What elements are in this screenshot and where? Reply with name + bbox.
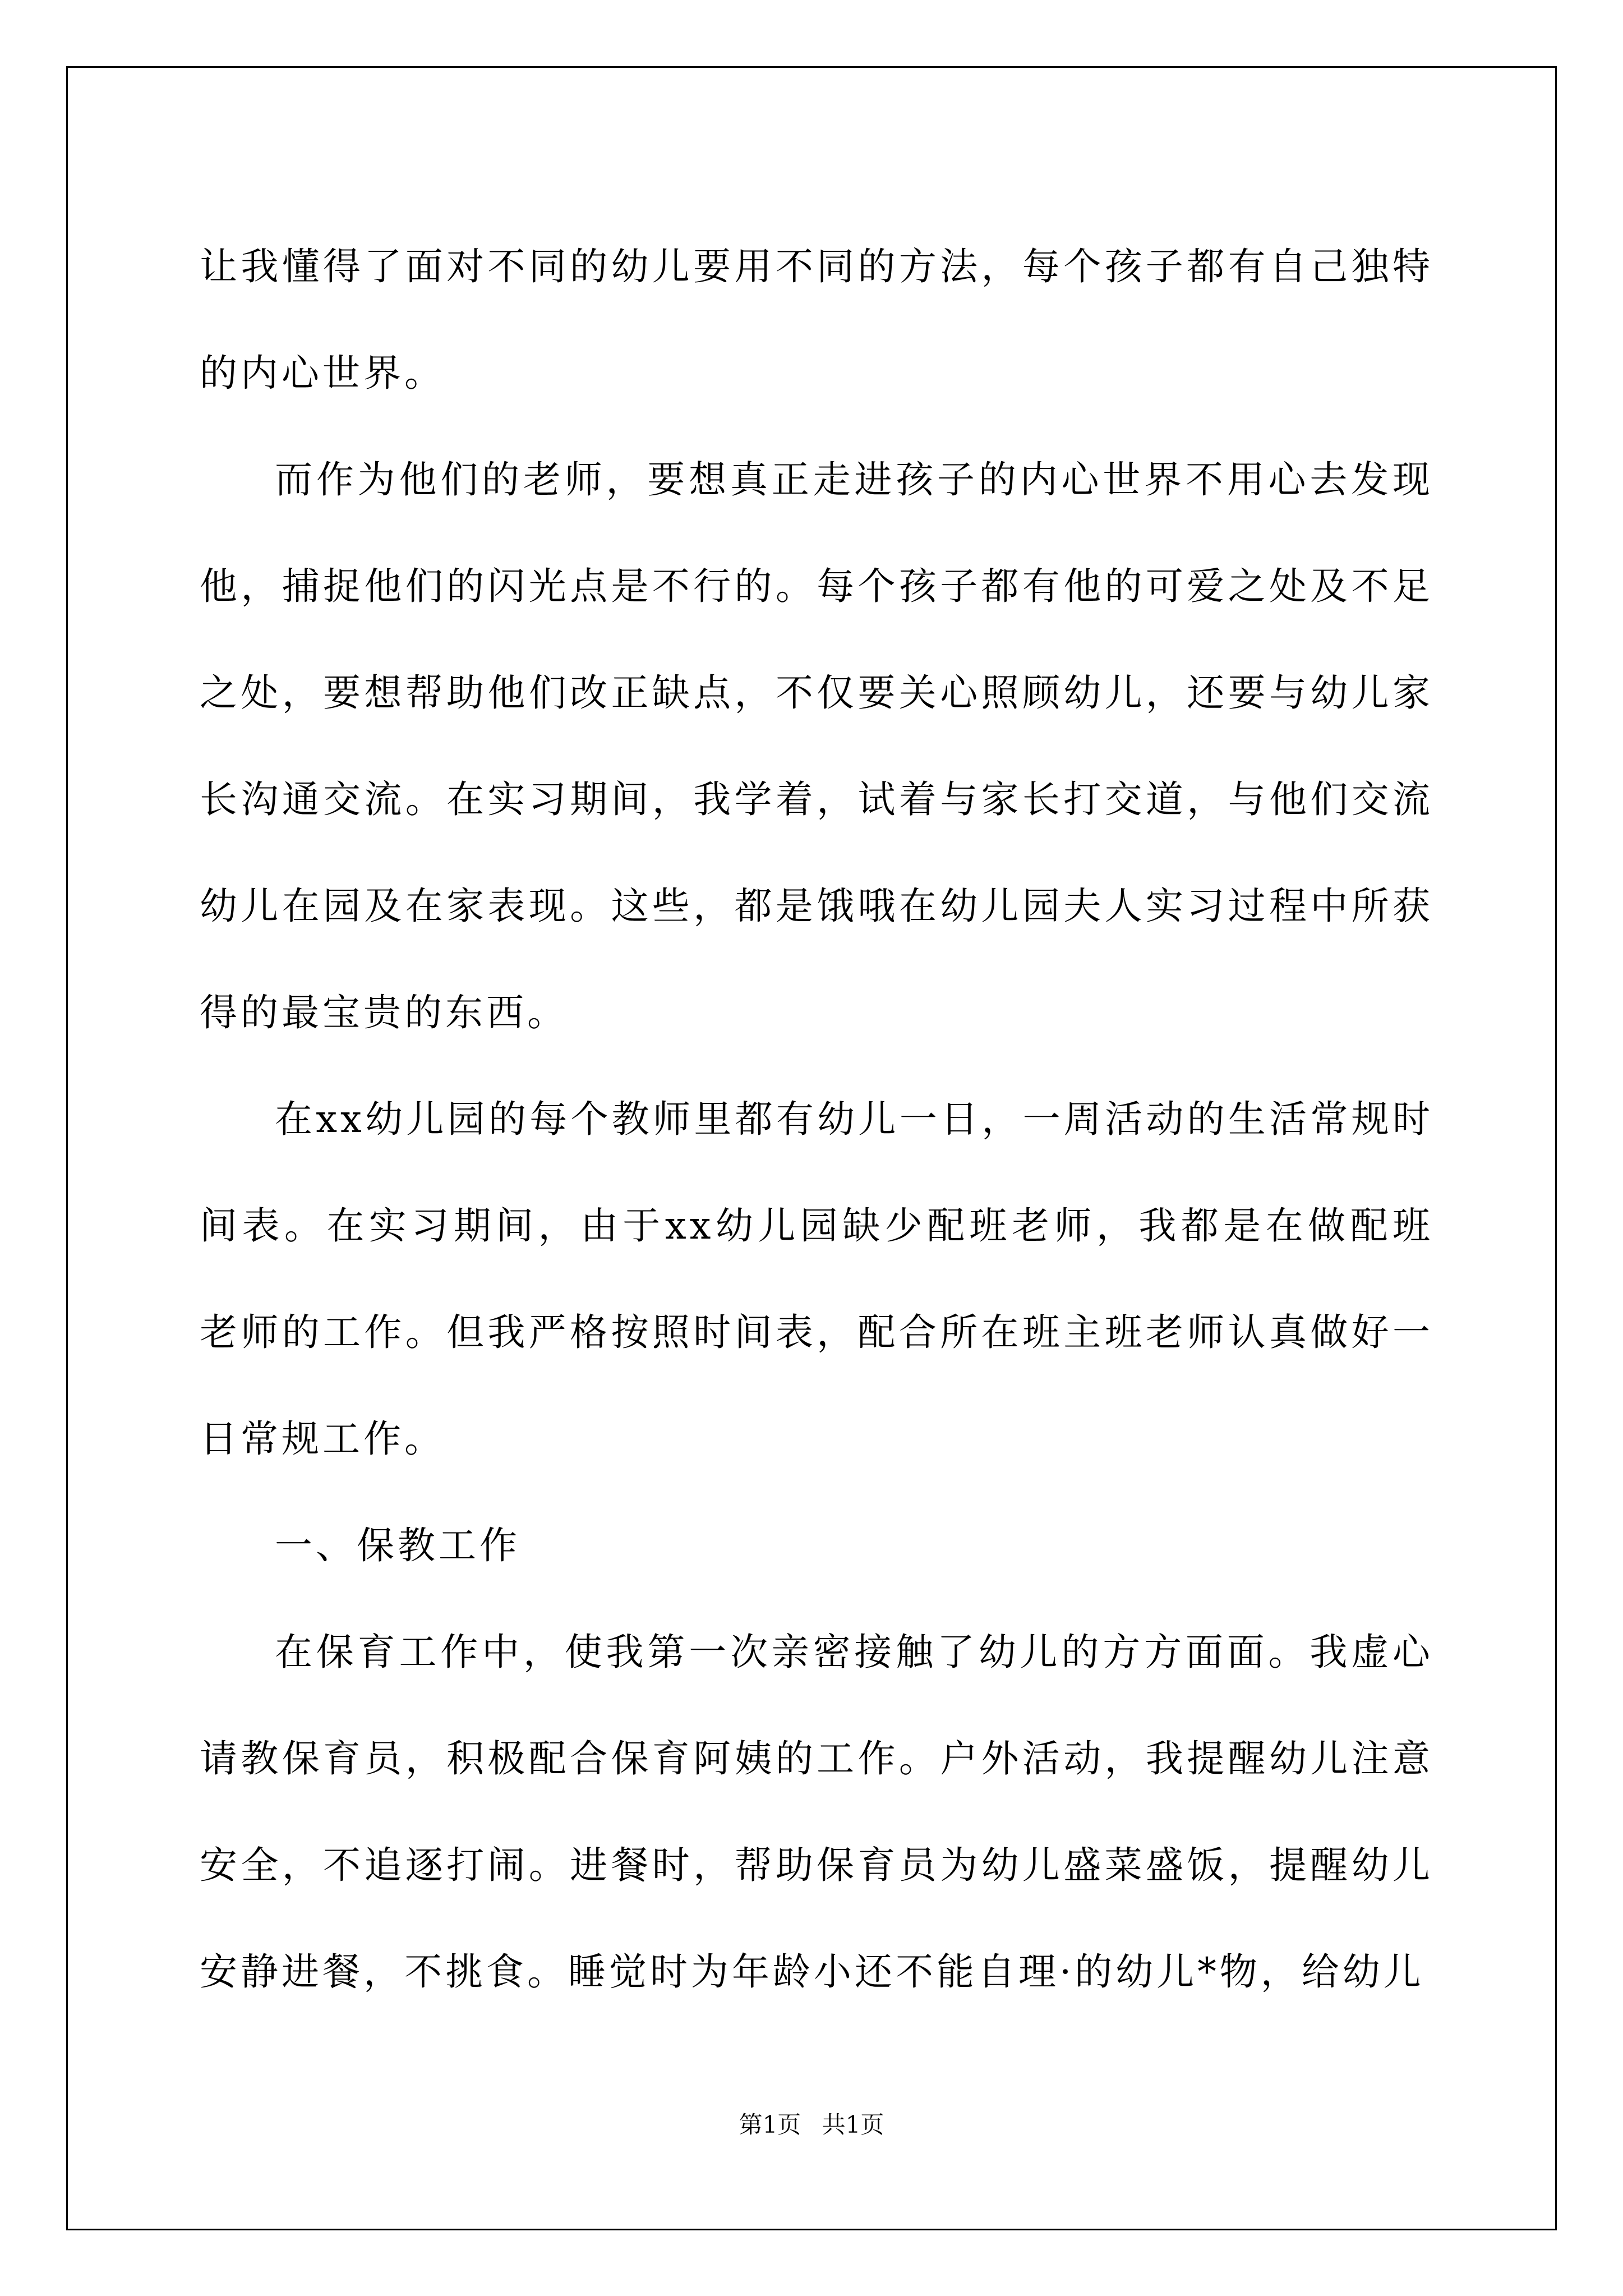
paragraph-2: 而作为他们的老师，要想真正走进孩子的内心世界不用心去发现他，捕捉他们的闪光点是不行的。每个孩子都有他的可爱之处及不足之处，要想帮助他们改正缺点，不仅要关心照顾幼儿，还要与幼儿家长沟通交流。在实习期间，我学着，试着与家长打交道，与他们交流幼儿在园及在家表现。这些，都是饿哦在幼儿园夫人实习过程中所获得的最宝贵的东西。 <box>200 458 1433 1034</box>
paragraph-4: 在保育工作中，使我第一次亲密接触了幼儿的方方面面。我虚心请教保育员，积极配合保育阿姨的工作。户外活动，我提醒幼儿注意安全，不追逐打闹。进餐时，帮助保育员为幼儿盛菜盛饭，提醒幼儿安静进餐，不挑食。睡觉时为年龄小还不能自理·的幼儿*物，给幼儿 <box>200 1630 1433 1994</box>
section-heading: 一、保教工作 <box>275 1524 520 1567</box>
paragraph-1: 让我懂得了面对不同的幼儿要用不同的方法，每个孩子都有自己独特的内心世界。 <box>200 245 1433 395</box>
page-number: 第1页 <box>739 2111 801 2138</box>
document-body <box>200 213 1433 2025</box>
page-total: 共1页 <box>822 2111 884 2138</box>
paragraph-3: 在xx幼儿园的每个教师里都有幼儿一日，一周活动的生活常规时间表。在实习期间，由于xx幼儿园缺少配班老师，我都是在做配班老师的工作。但我严格按照时间表，配合所在班主班老师认真做好一日常规工作。 <box>200 1097 1433 1461</box>
page-footer <box>0 2106 1623 2140</box>
